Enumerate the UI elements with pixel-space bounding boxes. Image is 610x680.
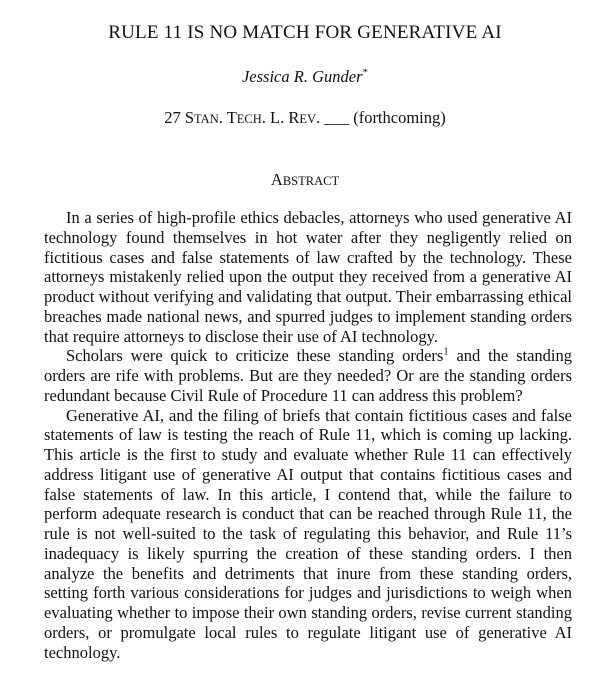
abstract-paragraph-2: Scholars were quick to criticize these standing orders$^1$ and the standing orders are rife with problems. But are they needed? Or are the standing orders redundant because Civil Rule of Procedure 11 can address this problem? — [44, 346, 572, 405]
footnote-ref-1[interactable]: 1 — [443, 346, 449, 358]
abstract-paragraph-3: Generative AI, and the filing of briefs that contain fictitious cases and false statements of law is testing the reach of Rule 11, which is coming up lacking. This article is the first to study and evaluate whether Rule 11 can effectively address litigant use of generative AI output that contains fictitious cases and false statements of law. In this article, I contend that, while the failure to perform adequate research is conduct that can be reached through Rule 11, the rule is not well-suited to the task of regulating this behavior, and Rule 11’s inadequacy is likely spurring the creation of these standing orders. I then analyze the benefits and detriments that inure from these standing orders, setting forth various considerations for judges and jurisdictions to weigh when evaluating whether to impose their own standing orders, revise current standing orders, or promulgate local rules to regulate litigant use of generative AI technology. — [44, 405, 572, 662]
abstract-heading: ABSTRACT — [270, 170, 340, 189]
citation-status: (forthcoming) — [353, 108, 446, 127]
citation-page-blank: ___ — [324, 108, 350, 127]
citation-journal: STAN. TECH. L. REV. — [184, 108, 321, 127]
citation-volume: 27 — [164, 108, 181, 127]
author-line — [0, 67, 610, 87]
author-name: Jessica R. Gunder — [241, 67, 363, 86]
abstract-body — [44, 208, 572, 662]
citation-line — [0, 108, 610, 128]
abstract-paragraph-1: In a series of high-profile ethics debacles, attorneys who used generative AI technology found themselves in hot water after they negligently relied on fictitious cases and false statements of law crafted by the technology. These attorneys mistakenly relied upon the output they received from a generative AI product without verifying and validating that output. Their embarrassing ethical breaches made national news, and spurred judges to implement standing orders that require attorneys to disclose their use of AI technology. — [44, 208, 572, 346]
author-footnote-marker[interactable]: * — [362, 66, 368, 79]
paper-title: RULE 11 IS NO MATCH FOR GENERATIVE AI — [108, 22, 502, 43]
